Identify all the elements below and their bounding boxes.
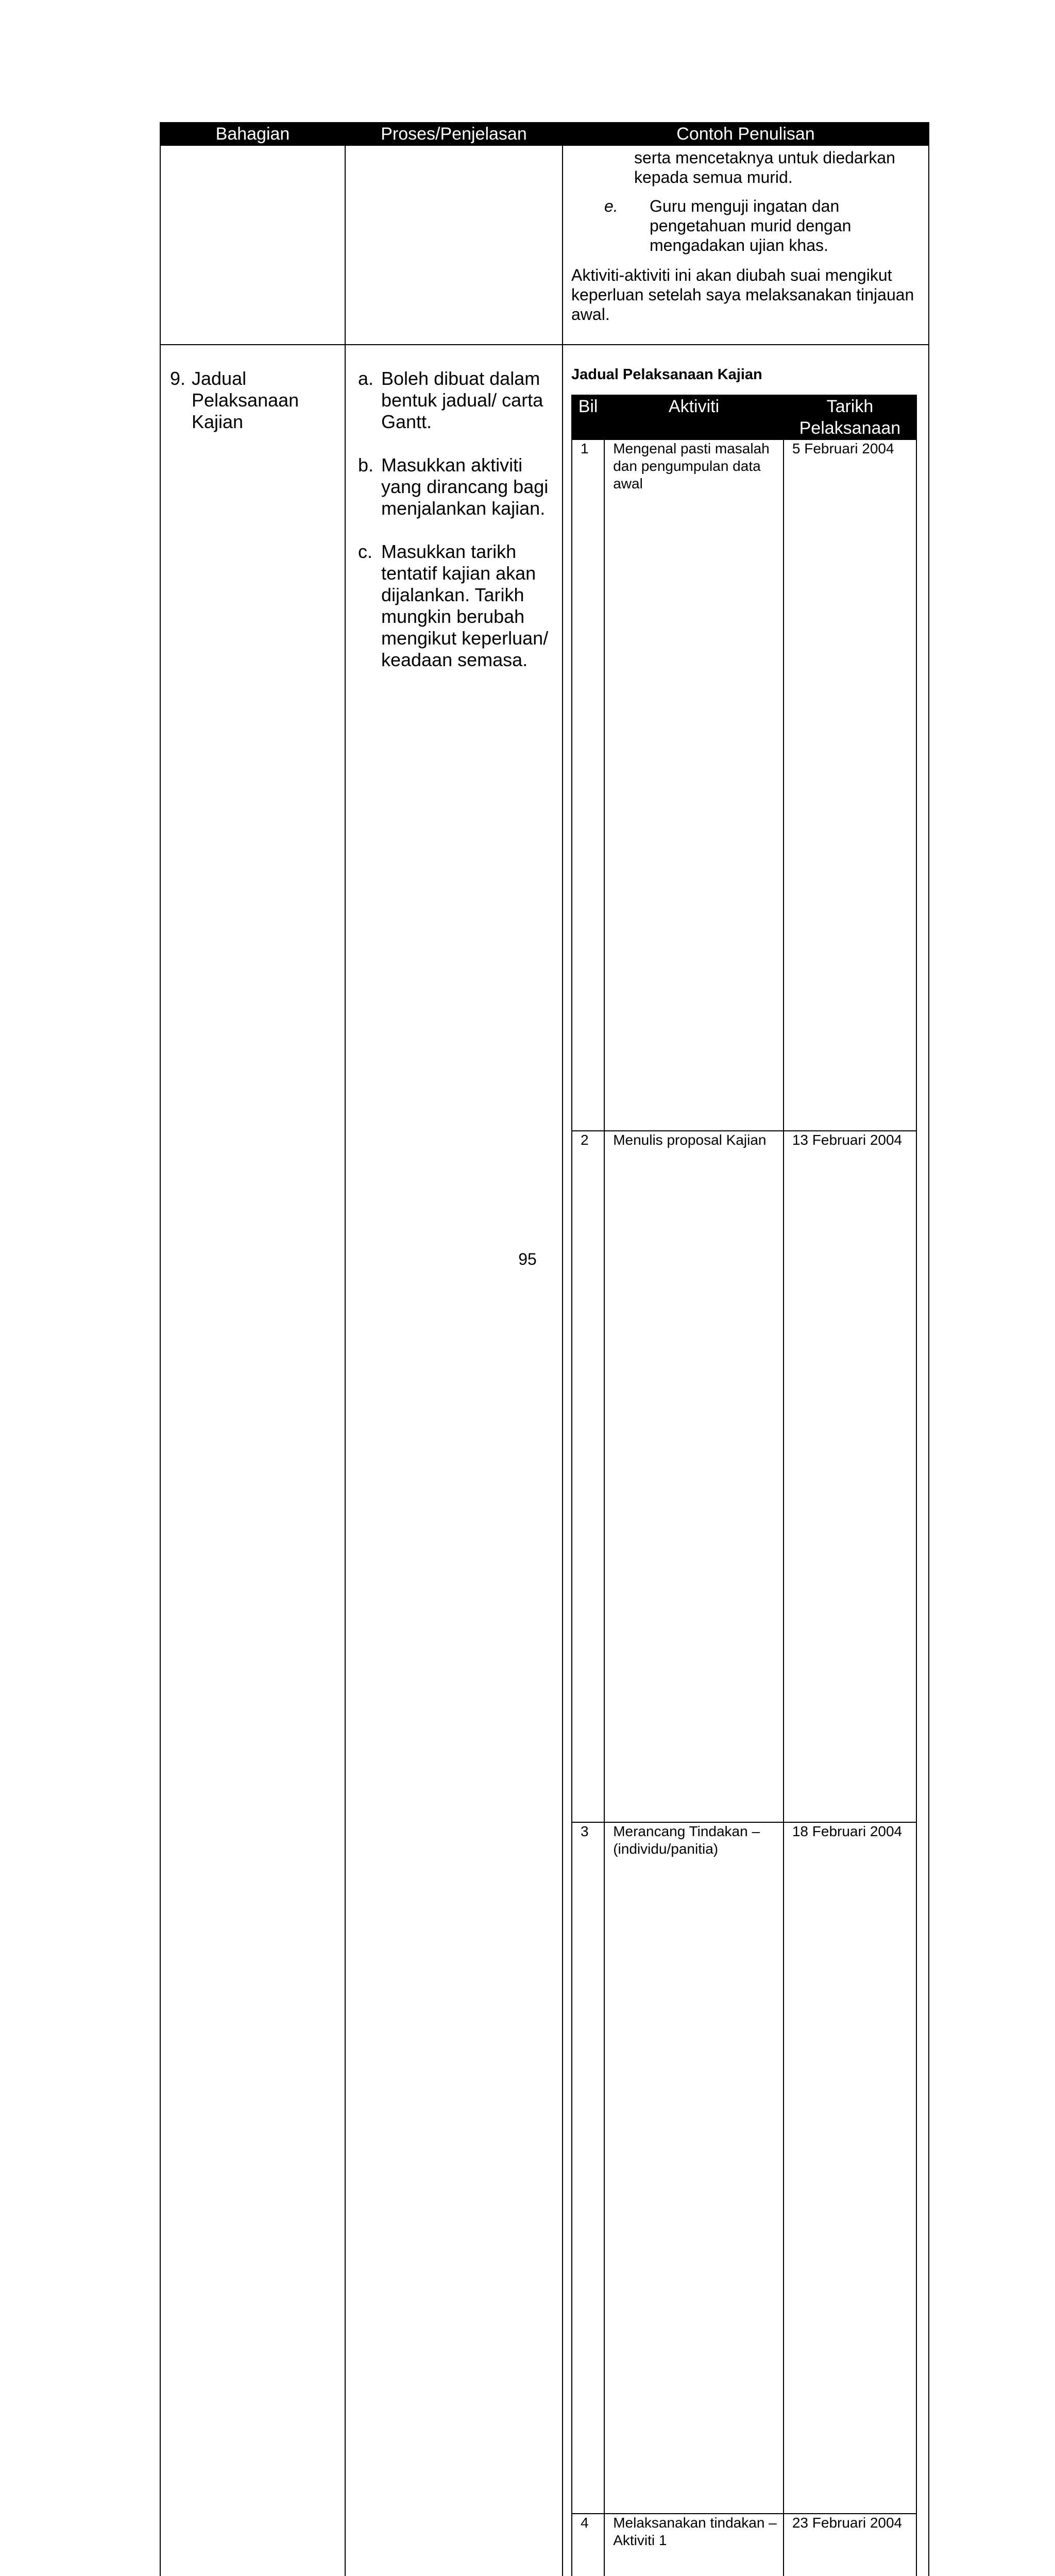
- schedule-cell-bil: 2: [572, 1131, 604, 1822]
- header-bahagian: Bahagian: [160, 123, 345, 145]
- list-item-letter: e.: [604, 197, 618, 215]
- section-heading: [161, 345, 345, 433]
- schedule-cell-bil: 4: [572, 2514, 604, 2576]
- schedule-header-bil: Bil: [572, 395, 604, 439]
- cell-bahagian: [160, 345, 345, 2576]
- schedule-header-aktiviti: Aktiviti: [604, 395, 784, 439]
- schedule-cell-tarikh: 18 Februari 2004: [784, 1822, 916, 2514]
- continued-text: serta mencetaknya untuk diedarkan kepada semua murid.: [634, 148, 895, 187]
- list-item-letter: a.: [358, 368, 374, 389]
- table-row: [572, 2514, 916, 2576]
- schedule-cell-tarikh: 23 Februari 2004: [784, 2514, 916, 2576]
- main-table: [160, 122, 929, 2576]
- paragraph-aktiviti: Aktiviti-aktiviti ini akan diubah suai mengikut keperluan setelah saya melaksanakan tinjauan awal.: [571, 266, 914, 324]
- list-item-text: Guru menguji ingatan dan pengetahuan murid dengan mengadakan ujian khas.: [650, 197, 852, 255]
- list-item-letter: c.: [358, 541, 373, 562]
- table-row: [160, 145, 929, 345]
- schedule-cell-tarikh: 5 Februari 2004: [784, 439, 916, 1131]
- proses-item-c: [358, 541, 554, 671]
- schedule-header-row: [572, 395, 916, 439]
- list-item-text: Boleh dibuat dalam bentuk jadual/ carta Gantt.: [381, 368, 543, 432]
- header-row: [160, 123, 929, 145]
- table-row: [572, 1131, 916, 1822]
- schedule-cell-aktiviti: Menulis proposal Kajian: [604, 1131, 784, 1822]
- proses-item-a: [358, 368, 554, 433]
- cell-proses-empty: [345, 145, 563, 345]
- list-item-e: [563, 196, 928, 255]
- schedule-container: [563, 345, 928, 2576]
- proses-item-b: [358, 454, 554, 519]
- schedule-header-tarikh: Tarikh Pelaksanaan: [784, 395, 916, 439]
- header-contoh: Contoh Penulisan: [563, 123, 929, 145]
- cell-contoh: [563, 345, 929, 2576]
- section-number: 9.: [170, 368, 186, 389]
- table-row: [572, 439, 916, 1131]
- header-proses: Proses/Penjelasan: [345, 123, 563, 145]
- cell-contoh-continued: [563, 145, 929, 345]
- schedule-cell-aktiviti: Merancang Tindakan – (individu/panitia): [604, 1822, 784, 2514]
- schedule-cell-bil: 3: [572, 1822, 604, 2514]
- schedule-cell-aktiviti: Melaksanakan tindakan – Aktiviti 1: [604, 2514, 784, 2576]
- table-row: [160, 345, 929, 2576]
- schedule-cell-bil: 1: [572, 439, 604, 1131]
- schedule-body: [572, 439, 916, 2576]
- schedule-cell-aktiviti: Mengenal pasti masalah dan pengumpulan data awal: [604, 439, 784, 1131]
- page-number: 95: [518, 1250, 537, 1268]
- schedule-table: [571, 395, 917, 2576]
- schedule-title: Jadual Pelaksanaan Kajian: [571, 366, 762, 383]
- list-item-letter: b.: [358, 454, 374, 476]
- list-item-text: Masukkan aktiviti yang dirancang bagi menjalankan kajian.: [381, 454, 549, 519]
- list-item-text: Masukkan tarikh tentatif kajian akan dijalankan. Tarikh mungkin berubah mengikut keperluan/ keadaan semasa.: [381, 541, 549, 670]
- table-row: [572, 1822, 916, 2514]
- schedule-cell-tarikh: 13 Februari 2004: [784, 1131, 916, 1822]
- proses-list: [346, 345, 562, 671]
- cell-bahagian-empty: [160, 145, 345, 345]
- cell-proses: [345, 345, 563, 2576]
- section-title: Jadual Pelaksanaan Kajian: [192, 368, 299, 432]
